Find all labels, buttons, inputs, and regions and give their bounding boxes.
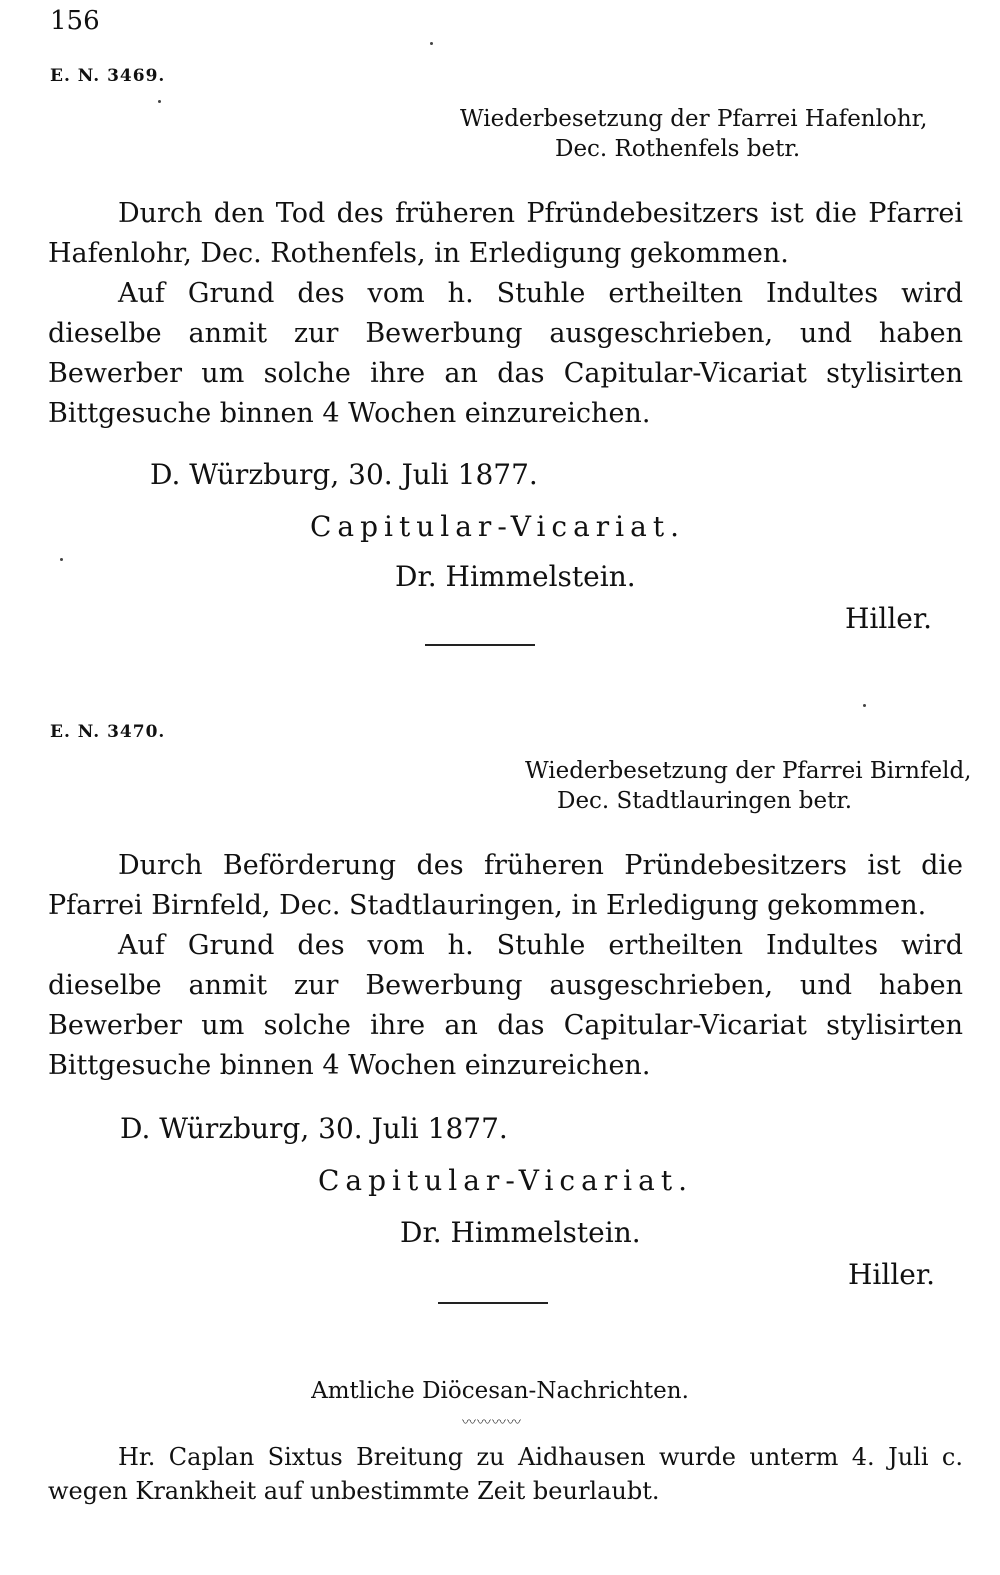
notice-paragraph: Auf Grund des vom h. Stuhle ertheilten Indultes wird dieselbe anmit zur Bewerbung ausgeschrieben, und haben Bewerber um solche ihre an das Capitular-Vicariat stylisirten Bittgesuche binnen 4 Wochen einzureichen. [48, 278, 963, 429]
scan-speck [430, 42, 433, 45]
notice-office: Capitular-Vicariat. [310, 510, 685, 543]
subject-line: Wiederbesetzung der Pfarrei Hafenlohr, [460, 106, 928, 132]
subject-line: Wiederbesetzung der Pfarrei Birnfeld, [525, 758, 972, 784]
notice-office: Capitular-Vicariat. [318, 1164, 693, 1197]
notice-secretary: Hiller. [845, 602, 933, 635]
notice-subject [460, 104, 970, 164]
notice-date: D. Würzburg, 30. Juli 1877. [150, 458, 538, 491]
notice-reference: E. N. 3469. [50, 66, 166, 86]
news-text: Hr. Caplan Sixtus Breitung zu Aidhausen wurde unterm 4. Juli c. wegen Krankheit auf unbestimmte Zeit beurlaubt. [48, 1443, 963, 1505]
news-heading: Amtliche Diöcesan-Nachrichten. [311, 1378, 689, 1404]
scan-speck [60, 558, 63, 561]
subject-line: Dec. Rothenfels betr. [555, 136, 801, 162]
notice-subject [525, 756, 975, 816]
section-divider [438, 1302, 548, 1304]
notice-date: D. Würzburg, 30. Juli 1877. [120, 1112, 508, 1145]
notice-reference: E. N. 3470. [50, 722, 166, 742]
notice-paragraph: Durch Beförderung des früheren Pründebesitzers ist die Pfarrei Birnfeld, Dec. Stadtlauringen, in Erledigung gekommen. [48, 850, 963, 921]
notice-signer: Dr. Himmelstein. [400, 1216, 641, 1249]
notice-secretary: Hiller. [848, 1258, 936, 1291]
page-number: 156 [50, 6, 100, 36]
notice-paragraph: Durch den Tod des früheren Pfründebesitzers ist die Pfarrei Hafenlohr, Dec. Rothenfels, in Erledigung gekommen. [48, 198, 963, 269]
notice-signer: Dr. Himmelstein. [395, 560, 636, 593]
subject-line: Dec. Stadtlauringen betr. [557, 788, 853, 814]
scan-speck [863, 704, 866, 707]
section-divider [425, 644, 535, 646]
wavy-divider: 〰〰〰〰 [462, 1415, 522, 1431]
scan-speck [158, 100, 161, 103]
notice-paragraph: Auf Grund des vom h. Stuhle ertheilten Indultes wird dieselbe anmit zur Bewerbung ausgeschrieben, und haben Bewerber um solche ihre an das Capitular-Vicariat stylisirten Bittgesuche binnen 4 Wochen einzureichen. [48, 930, 963, 1081]
